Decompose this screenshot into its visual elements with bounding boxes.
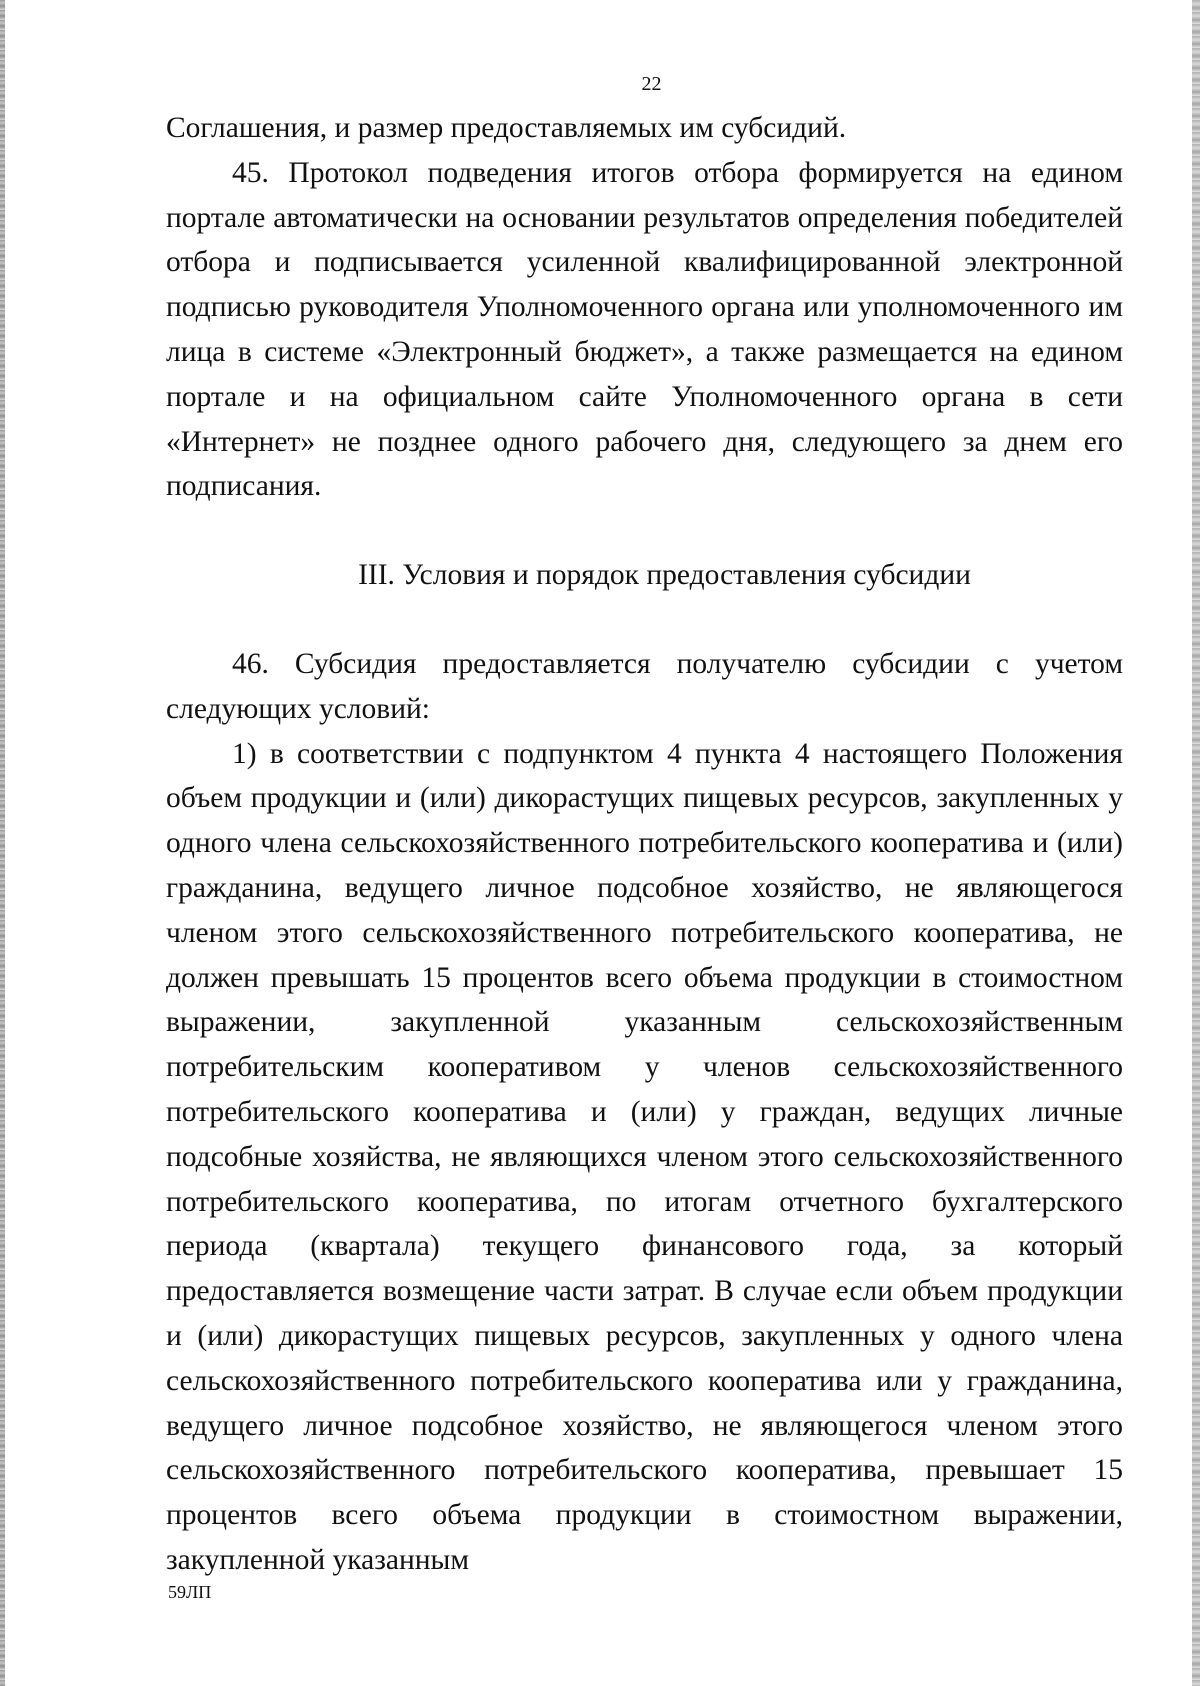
- page-content: [166, 62, 1123, 1583]
- scan-edge-right: [1192, 0, 1200, 1686]
- paragraph-45: 45. Протокол подведения итогов отбора формируется на едином портале автоматически на основании результатов определения победителей отбора и подписывается усиленной квалифицированной электронной подписью руководителя Уполномоченного органа или уполномоченного им лица в системе «Электронный бюджет», а также размещается на едином портале и на официальном сайте Уполномоченного органа в сети «Интернет» не позднее одного рабочего дня, следующего за днем его подписания.: [166, 156, 1123, 503]
- scan-edge-left: [0, 0, 5, 1686]
- paragraph-46-item-1: 1) в соответствии с подпунктом 4 пункта 4 настоящего Положения объем продукции и (или) дикорастущих пищевых ресурсов, закупленных у одного члена сельскохозяйственного потребительского кооператива и (или) гражданина, ведущего личное подсобное хозяйство, не являющегося членом этого сельскохозяйственного потребительского кооператива, не должен превышать 15 процентов всего объема продукции в стоимостном выражении, закупленной указанным сельскохозяйственным потребительским кооперативом у членов сельскохозяйственного потребительского кооператива и (или) у граждан, ведущих личные подсобные хозяйства, не являющихся членом этого сельскохозяйственного потребительского кооператива, по итогам отчетного бухгалтерского периода (квартала) текущего финансового года, за который предоставляется возмещение части затрат. В случае если объем продукции и (или) дикорастущих пищевых ресурсов, закупленных у одного члена сельскохозяйственного потребительского кооператива или у гражданина, ведущего личное подсобное хозяйство, не являющегося членом этого сельскохозяйственного потребительского кооператива, превышает 15 процентов всего объема продукции в стоимостном выражении, закупленной указанным: [166, 737, 1123, 1576]
- document-code: 59ЛП: [168, 1582, 212, 1602]
- paragraph-46: 46. Субсидия предоставляется получателю субсидии с учетом следующих условий:: [166, 647, 1123, 725]
- paragraph-continuation: Соглашения, и размер предоставляемых им субсидий.: [166, 112, 847, 144]
- section-heading: III. Условия и порядок предоставления субсидии: [358, 559, 971, 592]
- page-number: 22: [641, 73, 662, 95]
